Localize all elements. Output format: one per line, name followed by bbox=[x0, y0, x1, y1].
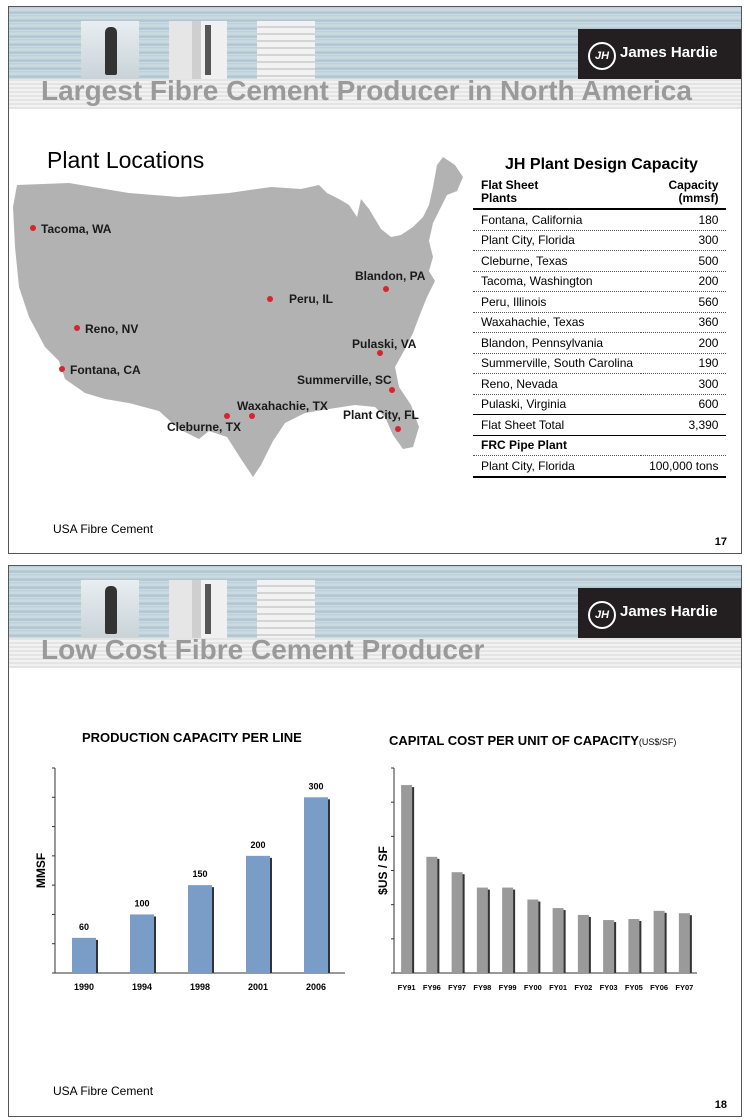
chart2-x-tick-label: FY00 bbox=[523, 983, 542, 992]
column-header-plants: Flat Sheet Plants bbox=[473, 179, 641, 209]
page-number: 18 bbox=[714, 1099, 727, 1111]
plant-marker bbox=[395, 426, 401, 432]
chart1-title: PRODUCTION CAPACITY PER LINE bbox=[82, 730, 302, 745]
table-row: Reno, Nevada 300 bbox=[473, 374, 726, 395]
chart1-y-label: MMSF bbox=[34, 852, 48, 889]
logo-text: James Hardie bbox=[620, 603, 718, 620]
chart2-x-tick-label: FY07 bbox=[675, 983, 694, 992]
banner-photo-door bbox=[169, 21, 227, 79]
header-banner bbox=[9, 7, 741, 79]
chart2-x-tick-label: FY98 bbox=[473, 983, 492, 992]
city-label: Blandon, PA bbox=[355, 269, 426, 283]
chart2-bar bbox=[578, 915, 589, 973]
chart2-bar bbox=[628, 919, 639, 973]
table-row: Fontana, California 180 bbox=[473, 209, 726, 230]
city-label: Cleburne, TX bbox=[167, 420, 242, 434]
chart2-title: CAPITAL COST PER UNIT OF CAPACITY(US$/SF) bbox=[389, 733, 677, 748]
city-label: Fontana, CA bbox=[70, 363, 141, 377]
table-row: Cleburne, Texas 500 bbox=[473, 251, 726, 272]
chart2-x-tick-label: FY01 bbox=[549, 983, 568, 992]
chart1-x-tick-label: 2006 bbox=[305, 982, 327, 992]
banner-photo-siding bbox=[257, 21, 315, 79]
banner-photo-person bbox=[81, 21, 139, 79]
chart2-y-label: $US / SF bbox=[376, 846, 390, 895]
chart2-x-tick-label: FY96 bbox=[422, 983, 441, 992]
capacity-table-title: JH Plant Design Capacity bbox=[505, 156, 698, 173]
chart2-x-tick-label: FY97 bbox=[448, 983, 467, 992]
chart2-bar bbox=[527, 900, 538, 973]
table-row: Peru, Illinois 560 bbox=[473, 292, 726, 313]
slide-low-cost bbox=[8, 565, 742, 1117]
city-label: Waxahachie, TX bbox=[237, 399, 328, 413]
chart1-bar bbox=[130, 914, 154, 973]
chart1-data-label: 200 bbox=[250, 839, 266, 850]
chart2-bar bbox=[502, 888, 513, 973]
logo-text: James Hardie bbox=[620, 44, 718, 61]
map-title: Plant Locations bbox=[47, 147, 205, 173]
city-label: Peru, IL bbox=[289, 292, 334, 306]
table-row: Plant City, Florida 100,000 tons bbox=[473, 456, 726, 477]
plant-marker bbox=[59, 366, 65, 372]
chart2-bar bbox=[679, 913, 690, 973]
chart2-bar bbox=[603, 920, 614, 973]
plant-marker bbox=[74, 325, 80, 331]
plant-marker bbox=[30, 225, 36, 231]
table-total-row: Flat Sheet Total 3,390 bbox=[473, 415, 726, 436]
chart2-bar bbox=[477, 888, 488, 973]
chart1-data-label: 300 bbox=[308, 781, 324, 792]
city-label: Tacoma, WA bbox=[41, 222, 112, 236]
us-map bbox=[9, 147, 469, 487]
table-row: Pulaski, Virginia 600 bbox=[473, 394, 726, 415]
jh-logo-icon: JH bbox=[588, 42, 616, 70]
chart1-data-label: 100 bbox=[134, 898, 150, 909]
chart2-x-tick-label: FY05 bbox=[624, 983, 643, 992]
chart1-bar bbox=[304, 797, 328, 973]
table-row: Tacoma, Washington 200 bbox=[473, 271, 726, 292]
city-label: Summerville, SC bbox=[297, 373, 392, 387]
city-label: Plant City, FL bbox=[343, 408, 419, 422]
chart2-bar bbox=[654, 911, 665, 973]
city-label: Pulaski, VA bbox=[352, 337, 417, 351]
table-section-header: FRC Pipe Plant bbox=[473, 435, 726, 456]
chart2-bar bbox=[426, 857, 437, 973]
chart1-x-tick-label: 1998 bbox=[189, 982, 211, 992]
table-row: Summerville, South Carolina 190 bbox=[473, 353, 726, 374]
chart2-x-tick-label: FY91 bbox=[397, 983, 416, 992]
table-row: Waxahachie, Texas 360 bbox=[473, 312, 726, 333]
footer-text: USA Fibre Cement bbox=[53, 1084, 154, 1098]
chart2-x-tick-label: FY99 bbox=[498, 983, 517, 992]
jh-logo-icon: JH bbox=[588, 601, 616, 629]
capacity-table bbox=[473, 179, 726, 478]
plant-marker bbox=[224, 413, 230, 419]
chart1-x-tick-label: 1990 bbox=[73, 982, 95, 992]
james-hardie-logo bbox=[578, 29, 741, 79]
plant-marker bbox=[267, 296, 273, 302]
city-label: Reno, NV bbox=[85, 322, 139, 336]
chart1-data-label: 60 bbox=[78, 921, 90, 932]
plant-marker bbox=[383, 286, 389, 292]
chart1-data-label: 150 bbox=[192, 869, 208, 880]
chart1-x-tick-label: 2001 bbox=[247, 982, 269, 992]
plant-marker bbox=[389, 387, 395, 393]
chart2-title-unit: (US$/SF) bbox=[638, 737, 677, 747]
slide-title: Largest Fibre Cement Producer in North America bbox=[41, 75, 692, 106]
chart2-x-tick-label: FY03 bbox=[599, 983, 618, 992]
chart2-bar bbox=[452, 872, 463, 973]
table-row: Plant City, Florida 300 bbox=[473, 230, 726, 251]
chart2-x-tick-label: FY06 bbox=[650, 983, 669, 992]
bar-charts bbox=[9, 566, 741, 1116]
slide-plant-locations bbox=[8, 6, 742, 554]
table-row: Blandon, Pennsylvania 200 bbox=[473, 333, 726, 354]
chart1-bar bbox=[246, 856, 270, 973]
chart1-x-tick-label: 1994 bbox=[131, 982, 153, 992]
plant-marker bbox=[249, 413, 255, 419]
slide-title: Low Cost Fibre Cement Producer bbox=[41, 634, 485, 665]
chart2-bar bbox=[553, 908, 564, 973]
chart2-bar bbox=[401, 785, 412, 973]
chart1-bar bbox=[72, 938, 96, 973]
chart2-x-tick-label: FY02 bbox=[574, 983, 593, 992]
page-number: 17 bbox=[714, 536, 727, 548]
column-header-capacity: Capacity (mmsf) bbox=[641, 179, 726, 209]
chart1-bar bbox=[188, 885, 212, 973]
footer-text: USA Fibre Cement bbox=[53, 522, 154, 536]
table-header bbox=[473, 179, 726, 209]
